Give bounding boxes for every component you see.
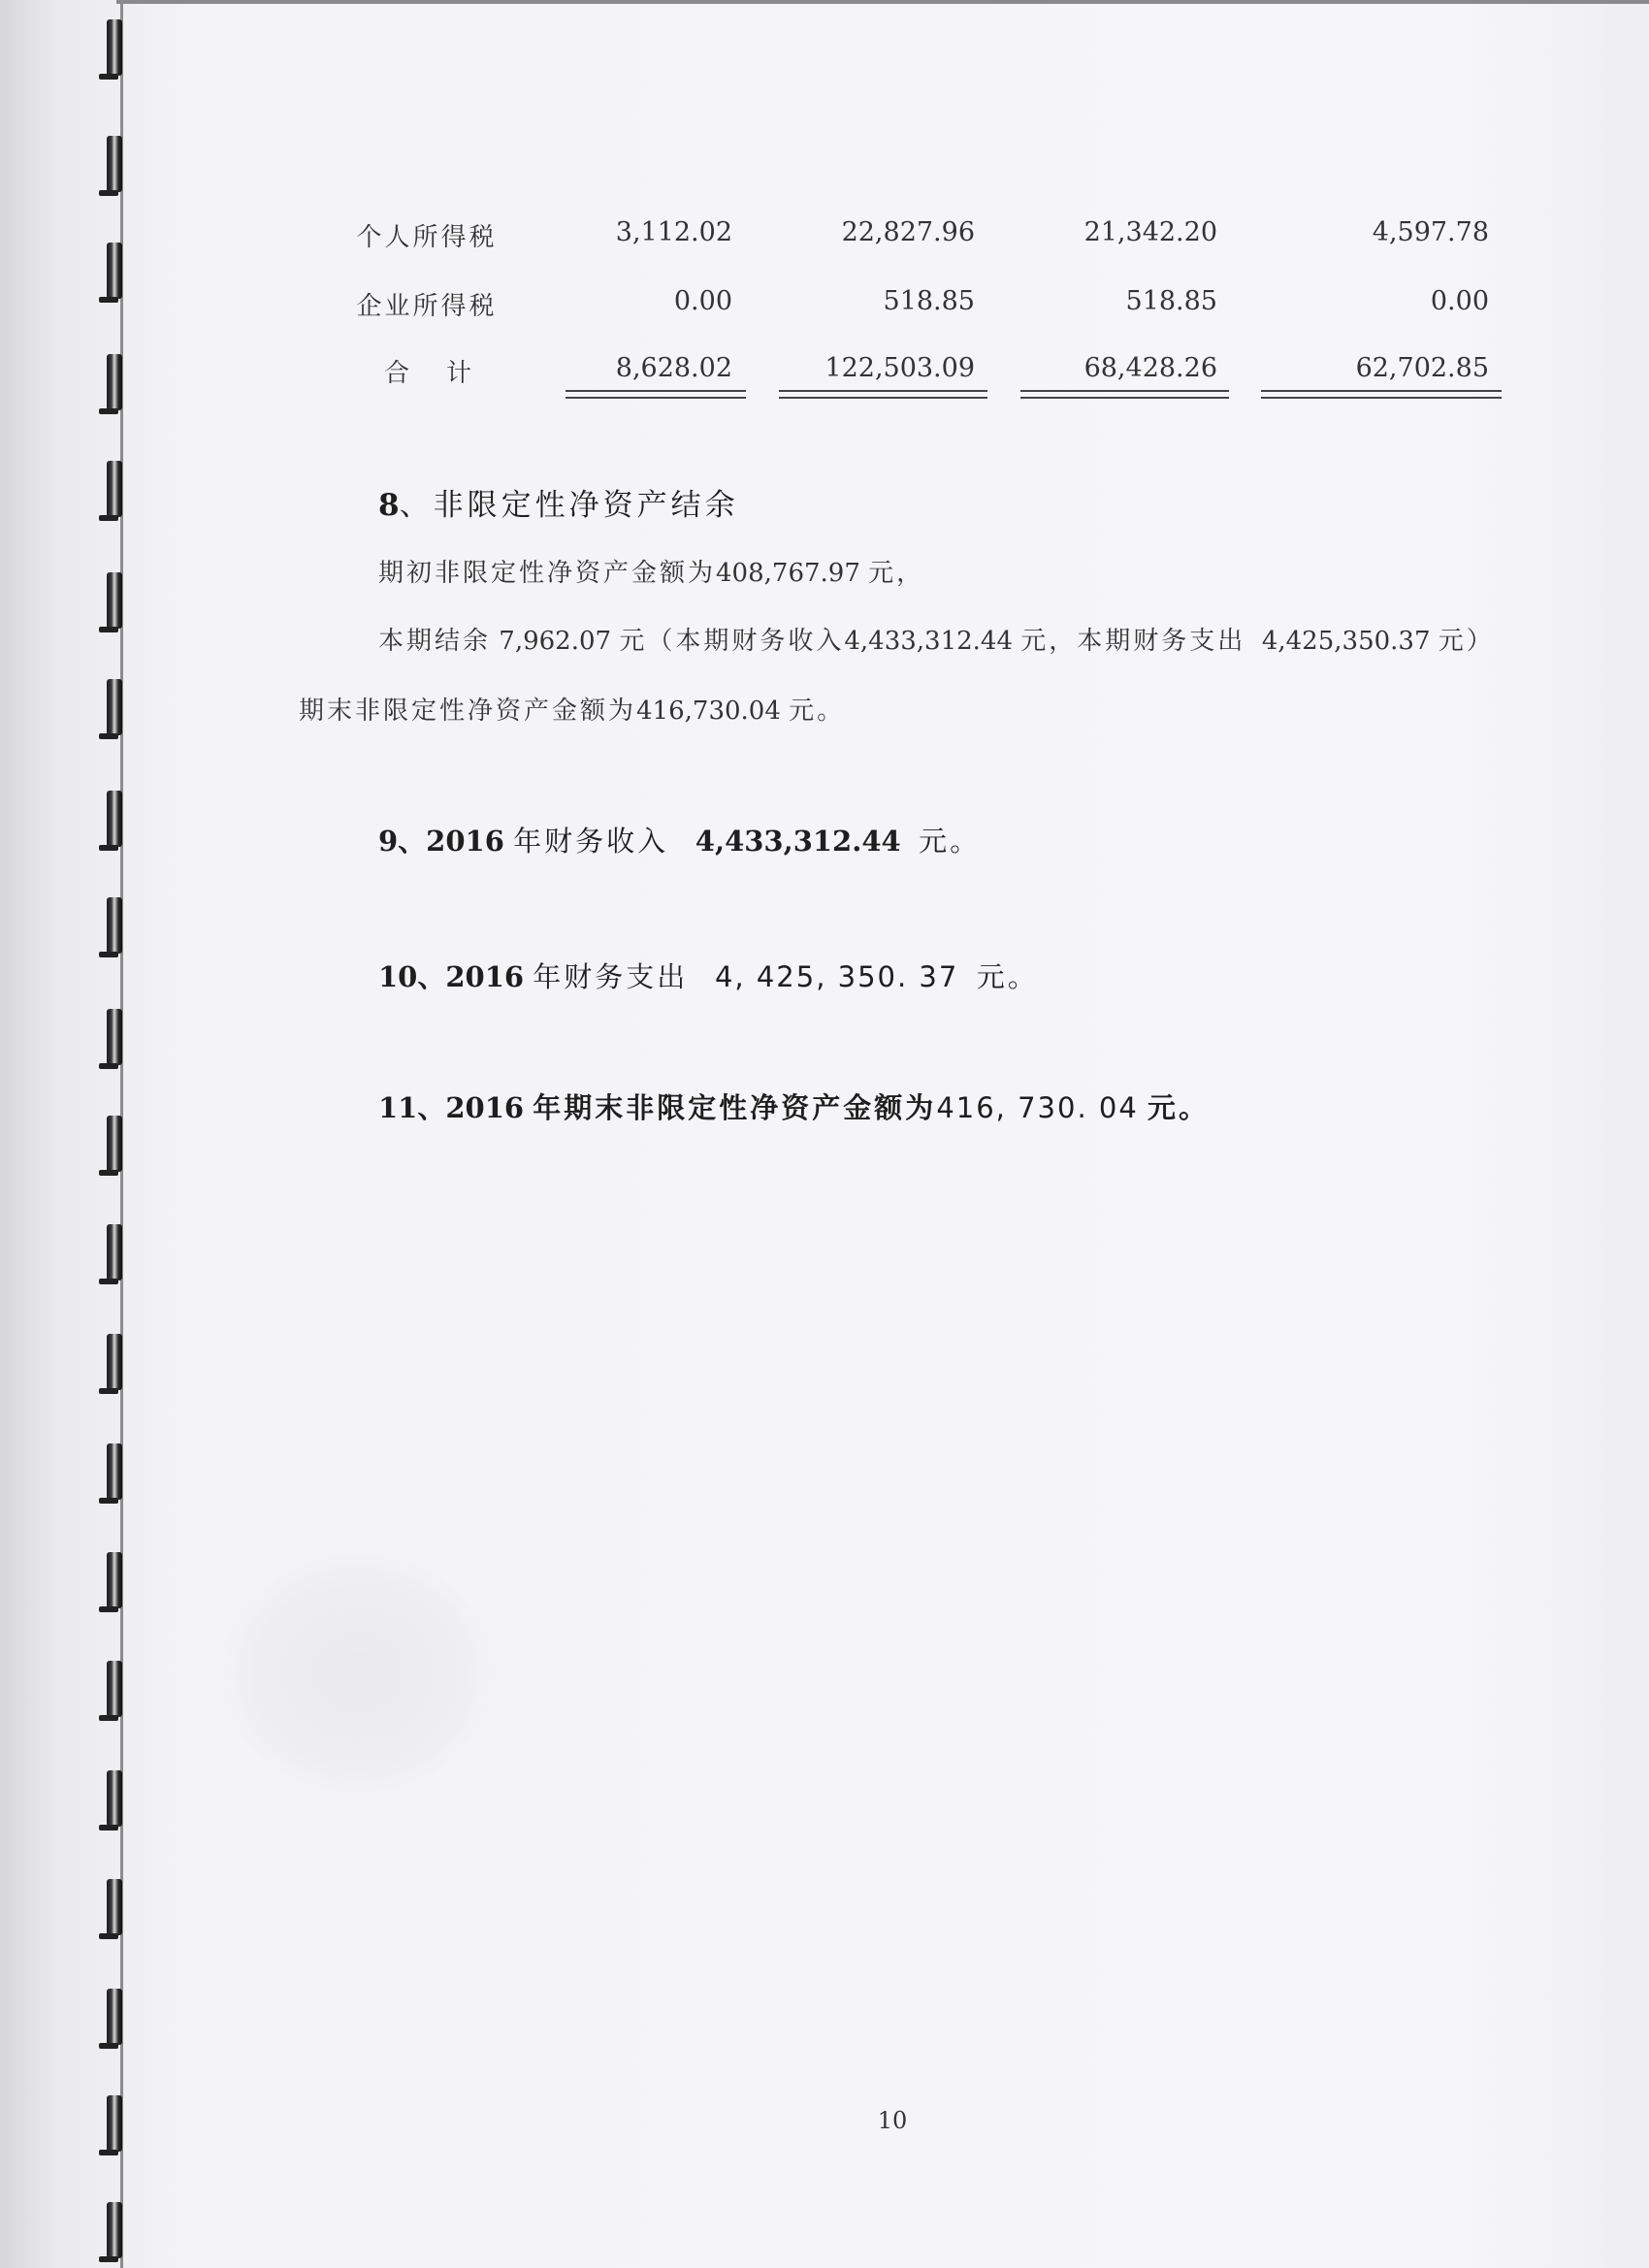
cell-value: 518.85 (883, 286, 975, 316)
amount: 4,433,312.44 (844, 627, 1014, 656)
table-row (291, 217, 1513, 266)
binding-ring (107, 897, 122, 954)
cell-value: 21,342.20 (1083, 217, 1217, 247)
text: 元。 (789, 697, 846, 726)
row-label: 个人所得税 (356, 223, 498, 252)
item-11-closing-balance (378, 1086, 1210, 1126)
binding-ring (107, 1224, 122, 1280)
text: 年期末非限定性净资产金额为 (533, 1091, 937, 1124)
section-title: 、非限定性净资产结余 (399, 488, 739, 523)
text: 元。 (1148, 1091, 1211, 1124)
closing-balance-line (299, 691, 845, 727)
binding-ring (107, 2095, 122, 2152)
text: 元） (1438, 627, 1495, 656)
opening-balance-line (378, 553, 924, 589)
cell-value: 22,827.96 (841, 217, 975, 247)
table-row (291, 286, 1513, 335)
binding-ring (107, 1009, 122, 1065)
binding-ring (107, 1770, 122, 1827)
binding-ring (107, 2202, 122, 2258)
text: 元。 (976, 960, 1039, 993)
cell-value: 122,503.09 (824, 353, 975, 383)
binding-ring (107, 136, 122, 192)
amount: 416,730.04 (636, 697, 781, 726)
text: 本期结余 (378, 627, 492, 656)
binding-ring (107, 1334, 122, 1390)
cell-value: 0.00 (1430, 286, 1489, 316)
row-label: 企业所得税 (356, 292, 498, 321)
text: 元， (868, 559, 925, 588)
cell-value: 8,628.02 (615, 353, 732, 383)
item-prefix: 9、2016 (378, 825, 504, 858)
cell-value: 68,428.26 (1083, 353, 1217, 383)
text: 元，本期财务支出 (1020, 627, 1246, 656)
total-label: 合计 (383, 359, 508, 388)
binding-ring (107, 1661, 122, 1717)
page-number: 10 (877, 2107, 908, 2134)
spiral-binding (85, 0, 144, 2268)
cell-value: 62,702.85 (1355, 353, 1489, 383)
period-surplus-line (378, 621, 1495, 657)
section-8-heading (378, 480, 739, 524)
cell-value: 0.00 (673, 286, 732, 316)
double-underline (1261, 390, 1502, 399)
amount: 4,433,312.44 (695, 825, 901, 858)
section-number: 8 (378, 488, 400, 523)
double-underline (566, 390, 746, 399)
binding-ring (107, 679, 122, 735)
binding-ring (107, 1443, 122, 1500)
binding-ring (107, 1879, 122, 1935)
text: 元（本期财务收入 (619, 627, 845, 656)
binding-ring (107, 1552, 122, 1608)
amount: 408,767.97 (716, 559, 860, 588)
amount: 4, 425, 350. 37 (714, 960, 959, 993)
text: 元。 (919, 825, 982, 858)
cell-value: 3,112.02 (615, 217, 732, 247)
binding-ring (107, 1116, 122, 1172)
item-9-income (378, 820, 981, 859)
page-top-edge (116, 0, 1649, 4)
binding-ring (107, 19, 122, 76)
faint-seal-stamp (223, 1552, 495, 1795)
double-underline (1020, 390, 1229, 399)
binding-ring (107, 354, 122, 410)
text: 期初非限定性净资产金额为 (378, 559, 717, 588)
amount: 416, 730. 04 (936, 1091, 1139, 1124)
binding-ring (107, 1989, 122, 2045)
text: 期末非限定性净资产金额为 (299, 697, 637, 726)
binding-ring (107, 791, 122, 847)
cell-value: 518.85 (1125, 286, 1217, 316)
item-prefix: 11、2016 (378, 1091, 525, 1124)
text: 年财务收入 (513, 825, 669, 858)
binding-ring (107, 461, 122, 517)
binding-ring (107, 572, 122, 629)
double-underline (779, 390, 987, 399)
cell-value: 4,597.78 (1372, 217, 1489, 247)
item-10-expense (378, 956, 1039, 995)
item-prefix: 10、2016 (378, 960, 525, 993)
text: 年财务支出 (533, 960, 689, 993)
amount: 4,425,350.37 (1261, 627, 1431, 656)
amount: 7,962.07 (499, 627, 612, 656)
binding-ring (107, 243, 122, 299)
